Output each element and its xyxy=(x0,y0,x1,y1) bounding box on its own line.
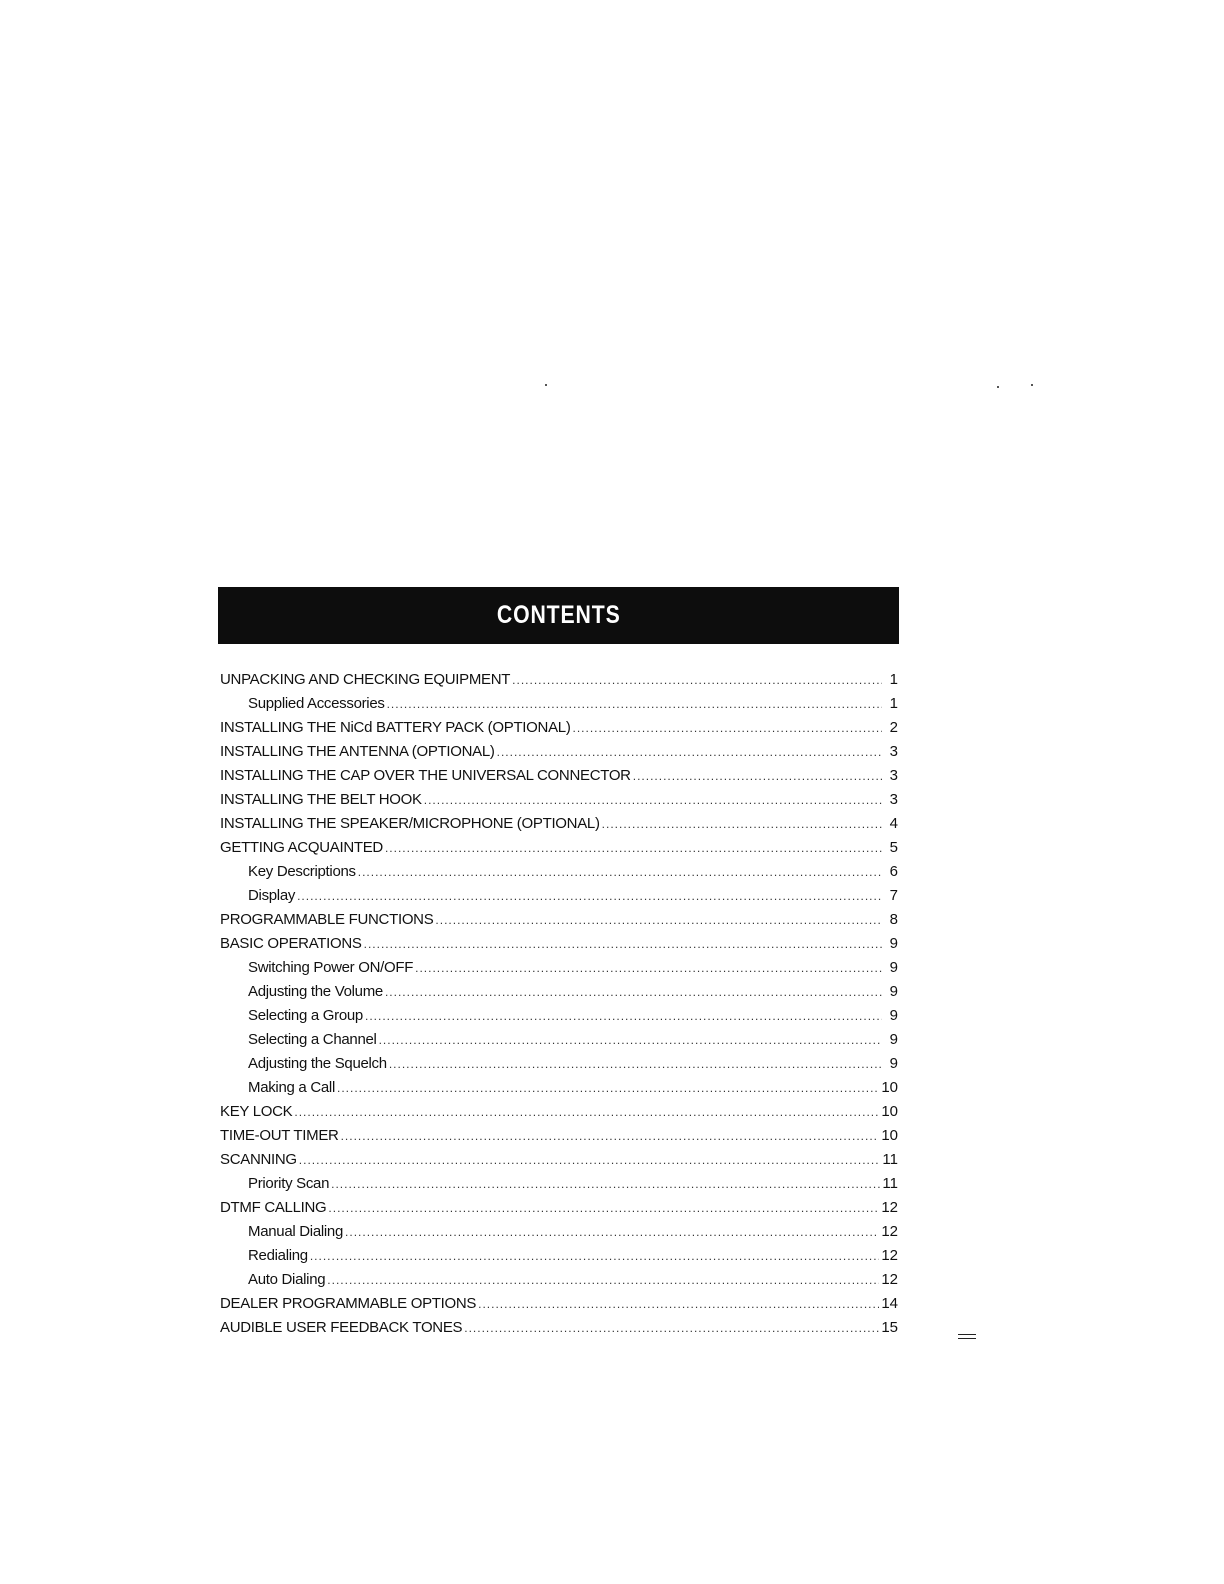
toc-page-number: 11 xyxy=(882,1151,898,1168)
toc-entry[interactable] xyxy=(220,812,898,836)
toc-entry-label: Key Descriptions xyxy=(248,863,356,880)
toc-page-number: 10 xyxy=(881,1103,898,1120)
toc-page-number: 9 xyxy=(889,983,898,1000)
toc-leader-dots xyxy=(297,884,882,908)
toc-entry[interactable] xyxy=(220,860,898,884)
toc-entry[interactable] xyxy=(220,980,898,1004)
toc-leader-dots xyxy=(337,1076,879,1100)
toc-entry[interactable] xyxy=(220,1172,898,1196)
toc-page-number: 9 xyxy=(889,959,898,976)
toc-entry-label: DEALER PROGRAMMABLE OPTIONS xyxy=(220,1295,477,1312)
toc-entry-label: Manual Dialing xyxy=(248,1223,344,1240)
toc-leader-dots xyxy=(364,932,882,956)
toc-entry[interactable] xyxy=(220,1292,898,1316)
toc-page-number: 9 xyxy=(889,1055,898,1072)
toc-leader-dots xyxy=(478,1292,879,1316)
toc-page-number: 3 xyxy=(889,767,898,784)
toc-entry-label: UNPACKING AND CHECKING EQUIPMENT xyxy=(220,671,511,688)
toc-leader-dots xyxy=(497,740,882,764)
toc-leader-dots xyxy=(358,860,882,884)
toc-entry[interactable] xyxy=(220,836,898,860)
toc-entry-label: INSTALLING THE CAP OVER THE UNIVERSAL CONNECTOR xyxy=(220,767,631,784)
toc-page-number: 5 xyxy=(889,839,898,856)
toc-page-number: 9 xyxy=(889,1031,898,1048)
toc-entry[interactable] xyxy=(220,908,898,932)
toc-entry-label: TIME-OUT TIMER xyxy=(220,1127,339,1144)
toc-leader-dots xyxy=(341,1124,880,1148)
toc-entry[interactable] xyxy=(220,740,898,764)
contents-header-bar xyxy=(218,587,899,644)
toc-page-number: 12 xyxy=(881,1271,898,1288)
toc-page-number: 2 xyxy=(889,719,898,736)
toc-page-number: 9 xyxy=(889,1007,898,1024)
toc-entry-label: Switching Power ON/OFF xyxy=(248,959,414,976)
toc-leader-dots xyxy=(385,836,882,860)
toc-leader-dots xyxy=(294,1100,879,1124)
toc-leader-dots xyxy=(299,1148,881,1172)
toc-entry-label: SCANNING xyxy=(220,1151,297,1168)
toc-leader-dots xyxy=(573,716,882,740)
margin-mark xyxy=(958,1331,976,1341)
toc-entry[interactable] xyxy=(220,764,898,788)
toc-leader-dots xyxy=(327,1268,879,1292)
toc-page-number: 9 xyxy=(889,935,898,952)
toc-leader-dots xyxy=(435,908,882,932)
toc-leader-dots xyxy=(464,1316,879,1340)
toc-entry[interactable] xyxy=(220,1052,898,1076)
toc-page-number: 12 xyxy=(881,1223,898,1240)
toc-entry[interactable] xyxy=(220,1316,898,1340)
toc-entry[interactable] xyxy=(220,1124,898,1148)
toc-page-number: 4 xyxy=(889,815,898,832)
toc-page-number: 12 xyxy=(881,1199,898,1216)
toc-leader-dots xyxy=(328,1196,879,1220)
toc-page-number: 14 xyxy=(881,1295,898,1312)
toc-leader-dots xyxy=(379,1028,882,1052)
scan-speck xyxy=(545,384,547,386)
toc-entry-label: Adjusting the Volume xyxy=(248,983,383,1000)
toc-entry-label: DTMF CALLING xyxy=(220,1199,327,1216)
toc-entry[interactable] xyxy=(220,1196,898,1220)
toc-entry[interactable] xyxy=(220,884,898,908)
toc-entry-label: Selecting a Group xyxy=(248,1007,363,1024)
toc-leader-dots xyxy=(365,1004,882,1028)
toc-leader-dots xyxy=(389,1052,882,1076)
toc-page-number: 10 xyxy=(881,1079,898,1096)
toc-leader-dots xyxy=(310,1244,879,1268)
toc-entry[interactable] xyxy=(220,1244,898,1268)
toc-page-number: 3 xyxy=(889,791,898,808)
toc-leader-dots xyxy=(633,764,882,788)
toc-entry[interactable] xyxy=(220,1220,898,1244)
toc-leader-dots xyxy=(415,956,882,980)
toc-page-number: 3 xyxy=(889,743,898,760)
toc-entry[interactable] xyxy=(220,1004,898,1028)
toc-entry-label: INSTALLING THE SPEAKER/MICROPHONE (OPTIONAL) xyxy=(220,815,600,832)
toc-page-number: 7 xyxy=(889,887,898,904)
page-title: CONTENTS xyxy=(496,601,621,629)
toc-entry-label: BASIC OPERATIONS xyxy=(220,935,362,952)
toc-entry[interactable] xyxy=(220,668,898,692)
toc-entry[interactable] xyxy=(220,1148,898,1172)
toc-entry-label: Adjusting the Squelch xyxy=(248,1055,387,1072)
toc-entry-label: Display xyxy=(248,887,296,904)
toc-page-number: 15 xyxy=(881,1319,898,1336)
toc-entry[interactable] xyxy=(220,692,898,716)
toc-entry-label: GETTING ACQUAINTED xyxy=(220,839,383,856)
toc-entry-label: Selecting a Channel xyxy=(248,1031,377,1048)
toc-entry[interactable] xyxy=(220,1076,898,1100)
toc-entry[interactable] xyxy=(220,956,898,980)
toc-entry[interactable] xyxy=(220,1100,898,1124)
toc-entry-label: Auto Dialing xyxy=(248,1271,326,1288)
toc-leader-dots xyxy=(385,980,882,1004)
toc-entry[interactable] xyxy=(220,788,898,812)
toc-entry-label: Making a Call xyxy=(248,1079,335,1096)
toc-entry-label: INSTALLING THE NiCd BATTERY PACK (OPTIONAL) xyxy=(220,719,571,736)
toc-leader-dots xyxy=(512,668,882,692)
toc-entry[interactable] xyxy=(220,716,898,740)
toc-entry-label: Priority Scan xyxy=(248,1175,330,1192)
toc-leader-dots xyxy=(331,1172,880,1196)
toc-page-number: 12 xyxy=(881,1247,898,1264)
toc-leader-dots xyxy=(345,1220,879,1244)
toc-page-number: 1 xyxy=(889,671,898,688)
toc-entry[interactable] xyxy=(220,1028,898,1052)
scan-speck xyxy=(997,386,999,388)
toc-entry[interactable] xyxy=(220,1268,898,1292)
toc-entry[interactable] xyxy=(220,932,898,956)
toc-leader-dots xyxy=(424,788,882,812)
toc-page-number: 1 xyxy=(889,695,898,712)
toc-leader-dots xyxy=(387,692,882,716)
toc-entry-label: PROGRAMMABLE FUNCTIONS xyxy=(220,911,434,928)
toc-page-number: 11 xyxy=(882,1175,898,1192)
toc-entry-label: KEY LOCK xyxy=(220,1103,293,1120)
toc-page-number: 6 xyxy=(889,863,898,880)
toc-entry-label: Supplied Accessories xyxy=(248,695,385,712)
toc-entry-label: INSTALLING THE ANTENNA (OPTIONAL) xyxy=(220,743,495,760)
toc-entry-label: INSTALLING THE BELT HOOK xyxy=(220,791,422,808)
toc-entry-label: Redialing xyxy=(248,1247,308,1264)
toc-page-number: 8 xyxy=(889,911,898,928)
table-of-contents xyxy=(220,668,898,1340)
toc-entry-label: AUDIBLE USER FEEDBACK TONES xyxy=(220,1319,463,1336)
toc-page-number: 10 xyxy=(881,1127,898,1144)
toc-leader-dots xyxy=(602,812,882,836)
scan-speck xyxy=(1031,384,1033,386)
